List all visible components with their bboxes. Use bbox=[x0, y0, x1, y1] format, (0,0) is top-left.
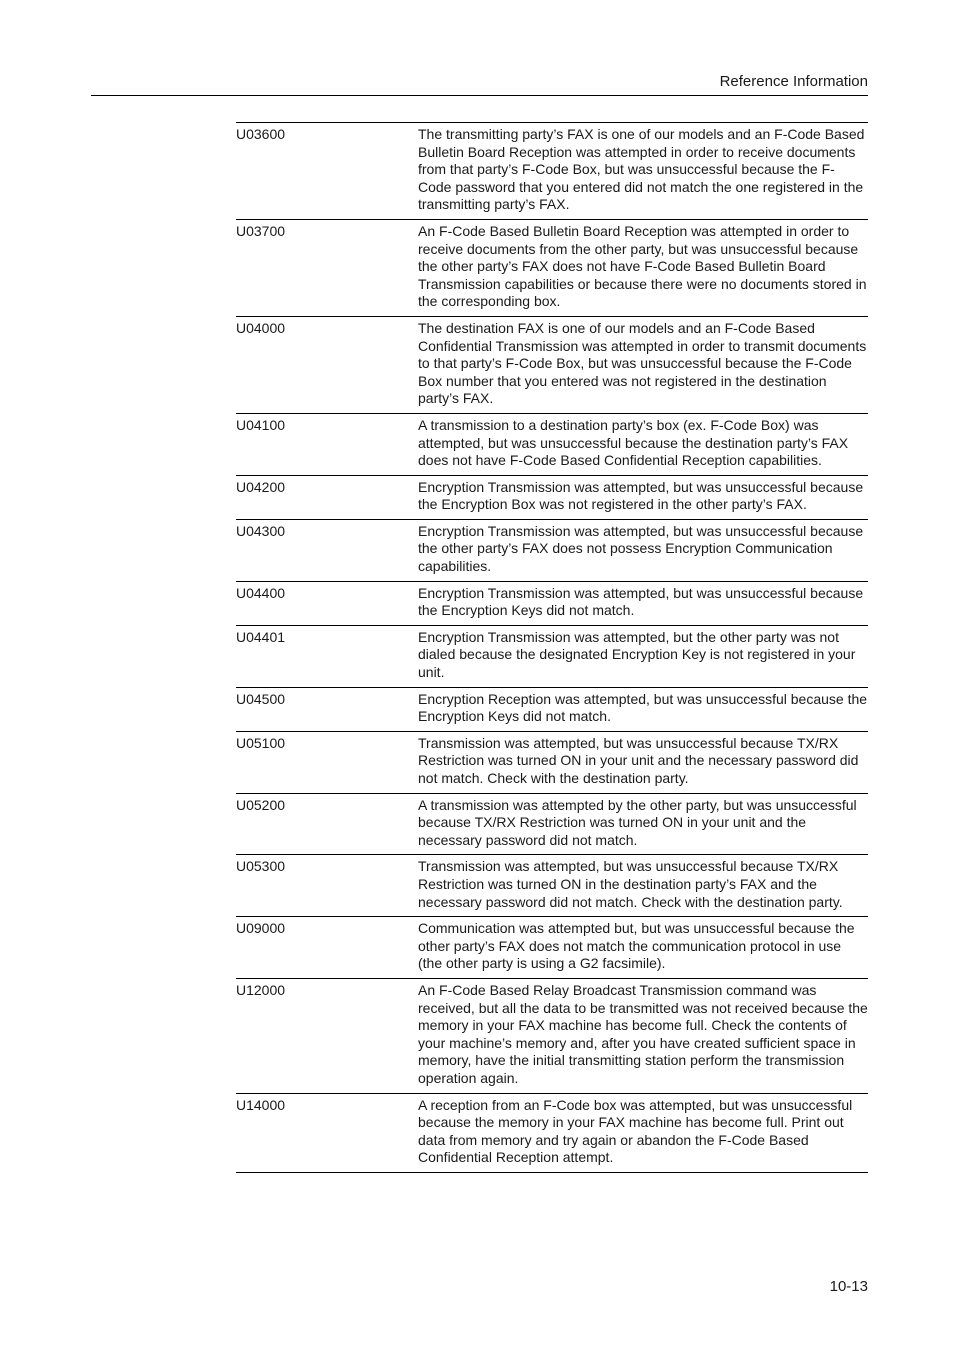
error-description: The destination FAX is one of our models and an F-Code Based Confidential Transmission was attempted in order to transmit documents to that party’s F-Code Box, but was unsuccessful because the F-Code Box number that you entered was not registered in the destination party’s FAX. bbox=[418, 319, 867, 407]
page-header-title: Reference Information bbox=[719, 73, 868, 90]
error-description: Transmission was attempted, but was unsuccessful because TX/RX Restriction was turned ON in your unit and the necessary password did not match. Check with the destination party. bbox=[418, 734, 859, 786]
page-number: 10-13 bbox=[829, 1278, 868, 1295]
error-code: U03600 bbox=[236, 126, 286, 142]
error-description: A transmission to a destination party’s box (ex. F-Code Box) was attempted, but was unsuccessful because the destination party’s FAX does not have F-Code Based Confidential Reception capabilities. bbox=[418, 416, 849, 469]
table-row bbox=[236, 794, 868, 856]
error-code: U05200 bbox=[236, 796, 286, 813]
table-row bbox=[236, 520, 868, 582]
error-code: U05300 bbox=[236, 858, 286, 875]
error-description: The transmitting party’s FAX is one of our models and an F-Code Based Bulletin Board Reception was attempted in order to receive documents from that party’s F-Code Box, but was unsuccessful because the F-Code password that you entered did not match the one registered in the transmitting party’s FAX. bbox=[418, 126, 865, 213]
error-description: Encryption Transmission was attempted, but was unsuccessful because the Encryption Keys did not match. bbox=[418, 584, 864, 619]
error-code: U04000 bbox=[236, 319, 286, 336]
error-code: U14000 bbox=[236, 1096, 286, 1113]
error-code: U04401 bbox=[236, 628, 286, 645]
error-description: A reception from an F-Code box was attempted, but was unsuccessful because the memory in your FAX machine has become full. Print out data from memory and try again or abandon the F-Code Based Confidential Reception attempt. bbox=[418, 1096, 853, 1166]
table-row bbox=[236, 732, 868, 794]
error-code: U04500 bbox=[236, 690, 286, 707]
table-row bbox=[236, 414, 868, 476]
table-row bbox=[236, 688, 868, 732]
table-row bbox=[236, 582, 868, 626]
error-code: U05100 bbox=[236, 734, 286, 751]
table-row bbox=[236, 476, 868, 520]
table-row bbox=[236, 979, 868, 1094]
error-code: U04400 bbox=[236, 584, 286, 601]
error-code: U04100 bbox=[236, 416, 286, 433]
error-description: Encryption Transmission was attempted, but the other party was not dialed because the designated Encryption Key is not registered in your unit. bbox=[418, 628, 856, 681]
error-description: Encryption Transmission was attempted, but was unsuccessful because the Encryption Box was not registered in the other party’s FAX. bbox=[418, 478, 864, 513]
error-code: U12000 bbox=[236, 981, 286, 998]
error-description: Communication was attempted but, but was unsuccessful because the other party’s FAX does not match the communication protocol in use (the other party is using a G2 facsimile). bbox=[418, 920, 855, 972]
error-description: Transmission was attempted, but was unsuccessful because TX/RX Restriction was turned ON in the destination party’s FAX and the necessary password did not match. Check with the destination party. bbox=[418, 858, 843, 910]
table-row bbox=[236, 123, 868, 220]
error-description: A transmission was attempted by the other party, but was unsuccessful because TX/RX Restriction was turned ON in your unit and the necessary password did not match. bbox=[418, 796, 857, 848]
table-row bbox=[236, 317, 868, 414]
error-description: Encryption Reception was attempted, but was unsuccessful because the Encryption Keys did not match. bbox=[418, 690, 868, 725]
error-code-table bbox=[236, 122, 868, 1173]
error-code: U04300 bbox=[236, 522, 286, 539]
error-code: U09000 bbox=[236, 920, 286, 937]
table-row bbox=[236, 855, 868, 917]
error-description: Encryption Transmission was attempted, but was unsuccessful because the other party’s FAX does not possess Encryption Communication capabilities. bbox=[418, 522, 864, 575]
table-row bbox=[236, 917, 868, 979]
table-row bbox=[236, 1094, 868, 1173]
header-divider bbox=[91, 95, 868, 96]
table-row bbox=[236, 220, 868, 317]
error-description: An F-Code Based Bulletin Board Reception was attempted in order to receive documents from the other party, but was unsuccessful because the other party’s FAX does not have F-Code Based Bulletin Board Transmission capabilities or because there were no documents stored in the corresponding box. bbox=[418, 222, 867, 310]
table-row bbox=[236, 626, 868, 688]
error-description: An F-Code Based Relay Broadcast Transmission command was received, but all the data to be transmitted was not received because the memory in your FAX machine has become full. Check the contents of your machine’s memory and, after you have created sufficient space in memory, have the initial transmitting station perform the transmission operation again. bbox=[418, 981, 868, 1086]
error-code: U03700 bbox=[236, 222, 286, 239]
error-code: U04200 bbox=[236, 478, 286, 495]
